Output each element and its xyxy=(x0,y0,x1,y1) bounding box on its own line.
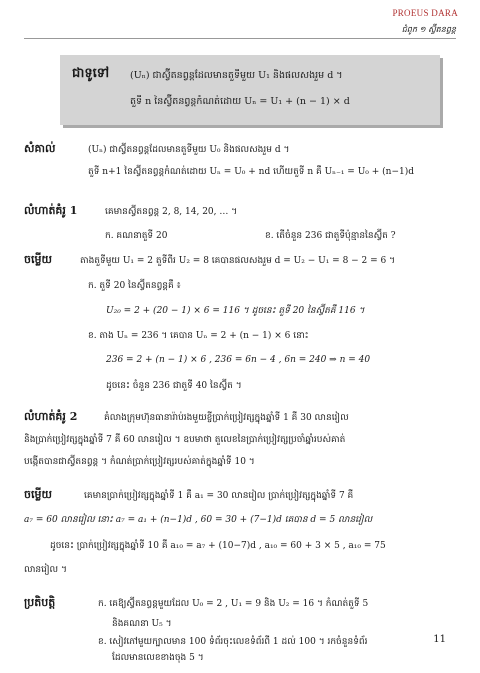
answer1-b-conclusion: ដូចនេះ ចំនួន 236 ជាតួទី 40 នៃស្វ៊ីត ។ xyxy=(106,381,242,391)
brand-label: PROEUS DARA xyxy=(392,8,458,18)
definition-line2: តួទី n នៃស្វ៊ីតនព្វន្តកំណត់ដោយ Uₙ = U₁ + (n − 1) × d xyxy=(130,96,350,107)
answer1-a-calc: U₂₀ = 2 + (20 − 1) × 6 = 116 ។ ដូចនេះ តួទី 20 នៃស្វ៊ីតគឺ 116 ។ xyxy=(106,306,365,316)
answer1-b-line2: 236 = 2 + (n − 1) × 6 , 236 = 6n − 4 , 6n = 240 ⇒ n = 40 xyxy=(106,355,371,365)
running-head: ជំពូក ១ ស្វ៊ីតនព្វន្ត xyxy=(401,25,456,34)
note-line1: (Uₙ) ជាស្វ៊ីតនព្វន្តដែលមានតួទីមួយ U₀ និងផលសងរួម d ។ xyxy=(88,145,290,155)
header-rule xyxy=(24,38,456,39)
exercise-label: ប្រតិបត្តិ xyxy=(24,596,56,609)
page-number: 11 xyxy=(433,634,446,645)
answer2-line4: លានរៀល ។ xyxy=(24,565,67,575)
answer1-b-line1: ខ. តាង Uₙ = 236 ។ គេបាន Uₙ = 2 + (n − 1) × 6 នោះ xyxy=(88,331,309,341)
answer1-line1: តាងតួទីមួយ U₁ = 2 តួទីពីរ U₂ = 8 គេបានផលសងរួម d = U₂ − U₁ = 8 − 2 = 6 ។ xyxy=(80,256,396,266)
answer1-label: ចម្លើយ xyxy=(24,253,52,266)
answer2-line2: a₇ = 60 លានរៀល នោះ a₇ = a₁ + (n−1)d , 60 = 30 + (7−1)d គេបាន d = 5 លានរៀល xyxy=(24,515,373,525)
definition-box xyxy=(60,55,440,125)
answer2-line1: គេមានប្រាក់ប្រៀវត្សក្នុងឆ្នាំទី 1 គឺ a₁ = 30 លានរៀល ប្រាក់ប្រៀវត្សក្នុងឆ្នាំទី 7 គឺ xyxy=(84,491,354,501)
example1-question-b: ខ. តើចំនួន 236 ជាតួទីប៉ុន្មាននៃស្វ៊ីត ? xyxy=(265,231,396,241)
note-label: សំគាល់ xyxy=(24,142,56,155)
exercise-k-line1: ក. គេឱ្យស្វ៊ីតនព្វន្តមួយដែល U₀ = 2 , U₁ = 9 និង U₂ = 16 ។ កំណត់តួទី 5 xyxy=(98,599,369,609)
answer1-a-head: ក. តួទី 20 នៃស្វ៊ីតនព្វន្តគឺ ៖ xyxy=(88,281,181,291)
note-line2: តួទី n+1 នៃស្វ៊ីតនព្វន្តកំណត់ដោយ Uₙ = U₀ + nd ហើយតួទី n គឺ Uₙ₋₁ = U₀ + (n−1)d xyxy=(88,167,414,177)
example2-line1: គំលាងក្រុមហ៊ុនធានារ៉ាប់រងមួយខ្ចីប្រាក់ប្រៀវត្សក្នុងឆ្នាំទី 1 គឺ 30 លានរៀល xyxy=(104,413,349,423)
exercise-kh-line2: ដែលមានលេខខាងចុង 5 ។ xyxy=(112,653,204,663)
example1-statement: គេមានស្វ៊ីតនព្វន្ត 2, 8, 14, 20, … ។ xyxy=(105,207,238,217)
example2-line3: បង្កើតបានជាស្វ៊ីតនព្វន្ត ។ កំណត់ប្រាក់ប្រៀវត្សរបស់គាត់ក្នុងឆ្នាំទី 10 ។ xyxy=(24,457,255,467)
answer2-label: ចម្លើយ xyxy=(24,488,52,501)
exercise-k-line2: និងគណនា U₅ ។ xyxy=(112,619,172,629)
example2-label: លំហាត់គំរូ 2 xyxy=(24,410,78,423)
example1-label: លំហាត់គំរូ 1 xyxy=(24,204,78,217)
example1-question-a: ក. គណនាតួទី 20 xyxy=(105,231,168,241)
exercise-kh-line1: ខ. សៀវភៅមួយក្បាលមាន 100 ទំព័រចុះលេខទំព័រពី 1 ដល់ 100 ។ រកចំនួនទំព័រ xyxy=(98,637,368,647)
definition-label: ជាទូទៅ xyxy=(72,66,110,81)
answer2-line3: ដូចនេះ ប្រាក់ប្រៀវត្សក្នុងឆ្នាំទី 10 គឺ a₁₀ = a₇ + (10−7)d , a₁₀ = 60 + 3 × 5 , a₁₀ = 75 xyxy=(50,541,386,551)
example2-line2: និងប្រាក់ប្រៀវត្សក្នុងឆ្នាំទី 7 គឺ 60 លានរៀល ។ ឧបមាថា តួលេខនៃប្រាក់ប្រៀវត្សប្រចាំឆ្នាំរបស់គាត់ xyxy=(24,435,346,445)
definition-line1: (Uₙ) ជាស្វ៊ីតនព្វន្តដែលមានតួទីមួយ U₁ និងផលសងរួម d ។ xyxy=(130,70,343,81)
